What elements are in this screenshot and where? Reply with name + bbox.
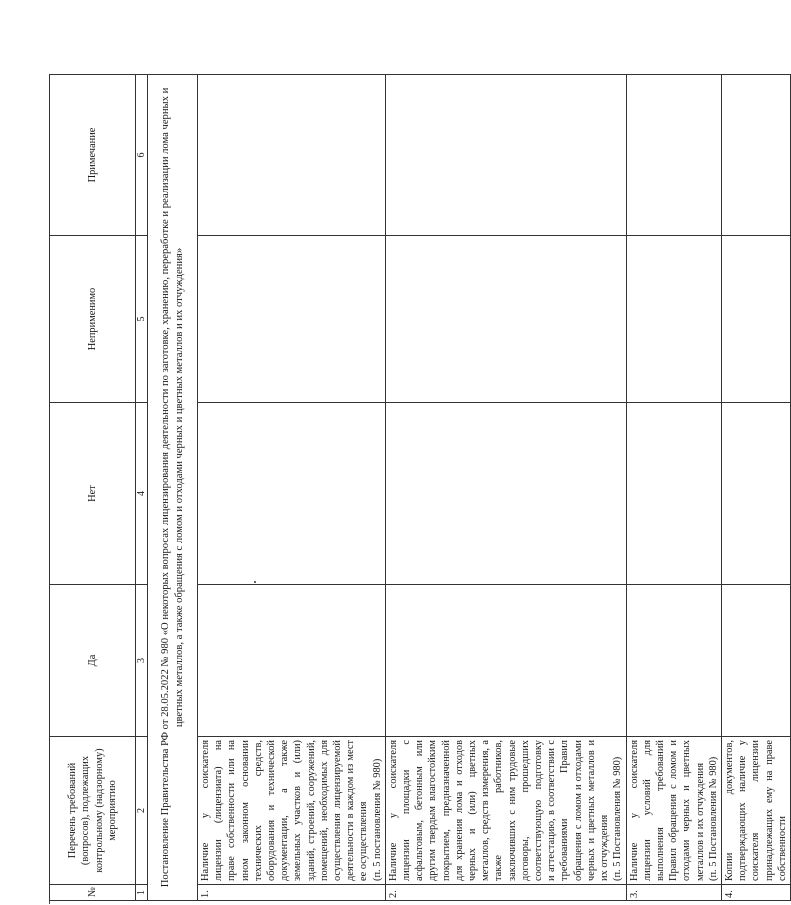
table-row [198, 75, 386, 901]
header-num: № [50, 885, 136, 901]
answer-no-cell[interactable] [198, 403, 386, 585]
note-cell[interactable] [626, 75, 721, 236]
requirement-cell [198, 737, 386, 885]
row-number: 4. [721, 885, 790, 901]
answer-no-cell[interactable] [385, 403, 626, 585]
answer-yes-cell[interactable] [721, 585, 790, 737]
note-cell[interactable] [721, 75, 790, 236]
col-number-3: 3 [136, 585, 148, 737]
row-number: 1. [198, 885, 386, 901]
header-note: Примечание [50, 75, 136, 236]
col-number-6: 6 [136, 75, 148, 236]
header-no: Нет [50, 403, 136, 585]
requirement-reference: (п. 5 Постановления № 980) [612, 756, 624, 881]
requirement-text: Наличие у соискателя лицензии условий для выполнения требований Правил обращения с ломом и отходами черных и цветных металлов и их отчуждения [628, 740, 706, 881]
requirement-cell [721, 737, 790, 885]
column-number-row [136, 75, 148, 901]
answer-yes-cell[interactable] [626, 585, 721, 737]
row-number: 2. [385, 885, 626, 901]
col-number-1: 1 [136, 885, 148, 901]
col-number-2: 2 [136, 737, 148, 885]
requirement-text: Наличие у соискателя лицензии (лицензиата) на праве собственности или на ином законном основании технических средств, оборудования и технической документации, а также земельных участков и (или) зданий, строений, сооружений, помещений, необходимых для осуществления лицензируемой деятельности в каждом из мест ее осуществления [200, 740, 370, 881]
section-title: Постановление Правительства РФ от 28.05.2022 № 980 «О некоторых вопросах лицензирования деятельности по заготовке, хранению, переработке и реализации лома черных и цветных металлов, а также обращения с ломом и отходами черных и цветных металлов и их отчуждения» [148, 75, 198, 901]
table-row [721, 75, 790, 901]
ink-dot [254, 581, 256, 583]
requirement-cell [385, 737, 626, 885]
requirement-text: Наличие у соискателя лицензии площадки с асфальтовым, бетонным или другим твердым влагостойким покрытием, предназначенной для хранения лома и отходов черных и (или) цветных металлов, средств измерения, а также работников, заключивших с ним трудовые договоры, прошедших соответствующую подготовку и аттестацию, в соответствии с требованиями Правил обращения с ломом и отходами черных и цветных металлов и их отчуждения [387, 740, 611, 881]
answer-na-cell[interactable] [721, 236, 790, 403]
answer-yes-cell[interactable] [198, 585, 386, 737]
header-not-applicable: Неприменимо [50, 236, 136, 403]
answer-no-cell[interactable] [721, 403, 790, 585]
answer-na-cell[interactable] [626, 236, 721, 403]
answer-na-cell[interactable] [385, 236, 626, 403]
row-number: 3. [626, 885, 721, 901]
header-row [50, 75, 136, 901]
col-number-5: 5 [136, 236, 148, 403]
answer-yes-cell[interactable] [385, 585, 626, 737]
requirement-cell [626, 737, 721, 885]
requirement-reference: (п. 5 Постановления № 980) [707, 756, 719, 881]
requirement-reference: (п. 5 постановления № 980) [371, 758, 383, 881]
table-row [385, 75, 626, 901]
answer-na-cell[interactable] [198, 236, 386, 403]
header-yes: Да [50, 585, 136, 737]
checklist-table [49, 74, 791, 901]
note-cell[interactable] [385, 75, 626, 236]
section-row [148, 75, 198, 901]
note-cell[interactable] [198, 75, 386, 236]
table-row [626, 75, 721, 901]
requirement-text: Копии документов, подтверждающих наличие у соискателя лицензии принадлежащих ему на праве собственности [723, 740, 788, 881]
col-number-4: 4 [136, 403, 148, 585]
answer-no-cell[interactable] [626, 403, 721, 585]
header-requirement: Перечень требований (вопросов), подлежащих контрольному (надзорному) мероприятию [50, 737, 136, 885]
